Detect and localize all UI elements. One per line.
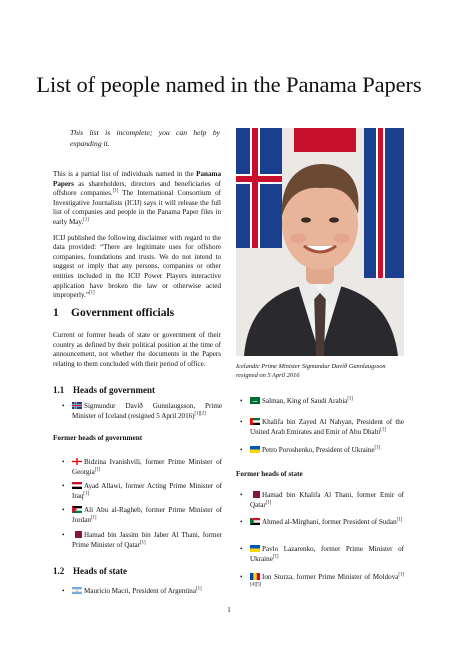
moldova-flag-icon	[250, 573, 260, 580]
bullet-marker: •	[240, 491, 243, 499]
citation-ref[interactable]: [1]	[90, 515, 97, 521]
qatar-flag-icon	[72, 531, 82, 538]
citation-ref[interactable]: [1][4][5]	[250, 572, 404, 588]
section-paragraph: Current or former heads of state or government of their country as defined by their political position at the time of announcement, not whether the documents in the Papers relating to them concluded with their period of office.	[53, 331, 221, 368]
intro-text-b: as shareholders, directors and beneficiaries of offshore companies.	[53, 179, 221, 198]
person-entry-link[interactable]: Petro Poroshenko, President of Ukraine	[262, 446, 375, 454]
iceland-flag-icon	[72, 402, 82, 409]
section-heading-government-officials	[53, 307, 174, 319]
list-item	[62, 506, 222, 525]
person-entry-link[interactable]: Ali Abu al-Ragheb, former Prime Minister of Jordan	[72, 506, 222, 524]
person-entry-link[interactable]: Hamad bin Khalifa Al Thani, former Emir of Qatar	[250, 491, 404, 509]
bullet-marker: •	[240, 418, 243, 426]
bullet-marker: •	[62, 458, 65, 466]
former-heads-of-state-label: Former heads of state	[236, 470, 303, 478]
saudi-flag-icon	[250, 397, 260, 404]
citation-ref[interactable]: [1]	[195, 586, 202, 592]
bullet-marker: •	[62, 587, 65, 595]
iraq-flag-icon	[72, 482, 82, 489]
citation-ref[interactable]: [1]	[347, 396, 353, 402]
section-number: 1	[53, 307, 59, 319]
former-heads-of-government-label: Former heads of government	[53, 434, 143, 442]
subsection-number: 1.2	[53, 566, 65, 576]
disclaimer-text: ICIJ published the following disclaimer with regard to the data provided: “There are legitimate uses for offshore companies, foundations and trusts. We do not intend to suggest or imply that any persons, companies or other entities included in the ICIJ Power Players interactive application have broken the law or otherwise acted improperly.”	[53, 233, 221, 300]
section-title: Government officials	[71, 307, 175, 319]
subsection-title: Heads of government	[73, 385, 155, 395]
intro-paragraph-2	[53, 234, 221, 301]
list-item	[62, 402, 222, 421]
person-entry-link[interactable]: Mauricio Macri, President of Argentina	[84, 587, 196, 595]
subsection-heading-heads-of-state	[53, 566, 221, 576]
ukraine-flag-icon	[250, 446, 260, 453]
list-item	[240, 517, 404, 528]
bullet-marker: •	[62, 482, 65, 490]
citation-ref[interactable]: [1]	[265, 500, 272, 506]
citation-ref[interactable]: [1]	[396, 517, 403, 523]
list-item	[240, 396, 404, 407]
portrait-illustration	[236, 128, 404, 356]
bullet-marker: •	[240, 573, 243, 581]
bullet-marker: •	[240, 518, 243, 526]
person-entry-link[interactable]: Ahmed al-Mirghani, former President of Sudan	[262, 518, 397, 526]
bullet-marker: •	[62, 402, 65, 410]
person-entry-link[interactable]: Pavlo Lazarenko, former Prime Minister of Ukraine	[250, 545, 404, 563]
citation-ref[interactable]: [1]	[112, 188, 119, 194]
citation-ref[interactable]: [1]	[380, 427, 386, 433]
bullet-marker: •	[240, 446, 243, 454]
georgia-flag-icon	[72, 458, 82, 465]
argentina-flag-icon	[72, 587, 82, 594]
intro-block	[53, 170, 221, 301]
bullet-marker: •	[240, 545, 243, 553]
person-entry-link[interactable]: Hamad bin Jassim bin Jaber Al Thani, former Prime Minister of Qatar	[72, 531, 222, 549]
photo-caption: Icelandic Prime Minister Sigmundur Davíð Gunnlaugsson resigned on 5 April 2016	[236, 363, 386, 379]
list-item	[240, 445, 404, 456]
subsection-title: Heads of state	[73, 566, 127, 576]
subsection-heading-heads-of-government	[53, 385, 221, 395]
page-title: List of people named in the Panama Papers	[36, 72, 422, 97]
list-item	[62, 458, 222, 477]
intro-text-a: This is a partial list of individuals named in the	[53, 170, 197, 178]
bullet-marker: •	[62, 506, 65, 514]
person-entry-link[interactable]: Khalifa bin Zayed Al Nahyan, President of the United Arab Emirates and Emir of Abu Dhabi	[250, 418, 404, 436]
bullet-marker: •	[240, 397, 243, 405]
bullet-marker: •	[62, 531, 65, 539]
ukraine-flag-icon	[250, 545, 260, 552]
uae-flag-icon	[250, 418, 260, 425]
citation-ref[interactable]: [1][2]	[194, 411, 206, 417]
subsection-number: 1.1	[53, 385, 65, 395]
page-number: 1	[227, 606, 231, 614]
list-item	[62, 586, 222, 597]
section-intro	[53, 331, 221, 369]
jordan-flag-icon	[72, 506, 82, 513]
person-entry-link[interactable]: Salman, King of Saudi Arabia	[262, 397, 348, 405]
list-item	[62, 482, 222, 501]
person-entry-link[interactable]: Sigmundur Davíð Gunnlaugsson, Prime Minister of Iceland (resigned 5 April 2016)	[72, 402, 222, 420]
citation-ref[interactable]: [1]	[88, 290, 95, 296]
citation-ref[interactable]: [1]	[139, 540, 146, 546]
portrait-photo	[236, 128, 404, 356]
list-item	[240, 545, 404, 564]
list-item	[240, 491, 404, 510]
citation-ref[interactable]: [1]	[272, 554, 279, 560]
person-entry-link[interactable]: Ayad Allawi, former Acting Prime Minister of Iraq	[72, 482, 222, 500]
sudan-flag-icon	[250, 518, 260, 525]
intro-text-c: The International Consortium of Investigative Journalists (ICIJ) says it will release the full list of companies and people in the Panama Paper files in early May.	[53, 189, 221, 226]
person-entry-link[interactable]: Ion Sturza, former Prime Minister of Moldova	[262, 573, 399, 581]
incomplete-list-hatnote: This list is incomplete; you can help by expanding it.	[70, 128, 220, 148]
intro-paragraph-1	[53, 170, 221, 228]
citation-ref[interactable]: [1]	[374, 445, 381, 451]
person-entry-link[interactable]: Bidzina Ivanishvili, former Prime Minister of Georgia	[72, 458, 222, 476]
list-item	[240, 418, 404, 437]
citation-ref[interactable]: [1]	[94, 467, 101, 473]
citation-ref[interactable]: [1]	[83, 217, 89, 223]
intro-bold-term[interactable]: Panama Papers	[53, 170, 221, 188]
qatar-flag-icon	[250, 491, 260, 498]
list-item	[62, 531, 222, 550]
citation-ref[interactable]: [1]	[83, 491, 90, 497]
list-item	[240, 572, 404, 592]
